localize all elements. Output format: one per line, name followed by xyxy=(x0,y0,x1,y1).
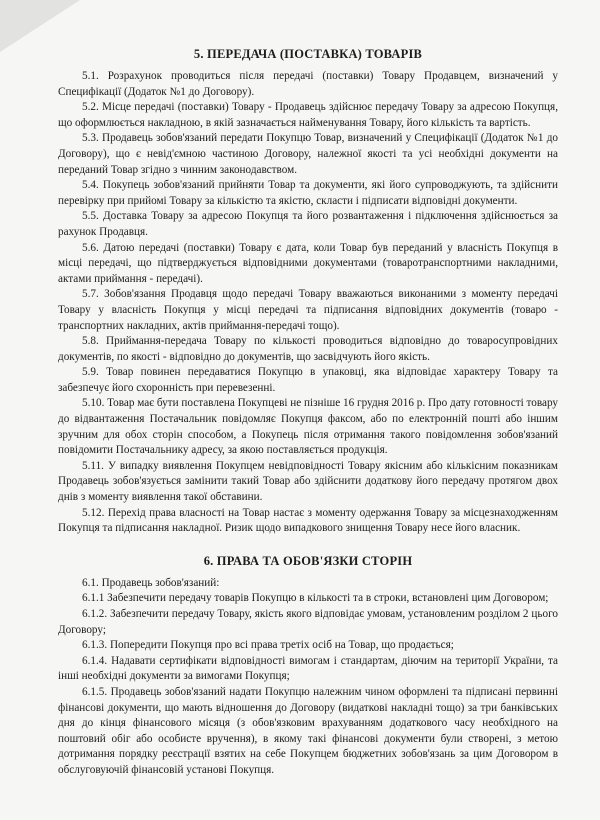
paragraph-5-1: 5.1. Розрахунок проводиться після передачі (поставки) Товару Продавцем, визначений у Специфікації (Додаток №1 до Договору). xyxy=(58,70,558,98)
paragraph-6-1: 6.1. Продавець зобов'язаний: xyxy=(82,576,220,589)
paragraph-6-1-3: 6.1.3. Попередити Покупця про всі права третіх осіб на Товар, що продається; xyxy=(82,639,454,652)
paragraph-6-1-4: 6.1.4. Надавати сертифікати відповідності вимогам і стандартам, діючим на території України, та інші необхідні документи за вимогами Покупця; xyxy=(58,654,558,683)
section-5-paragraphs xyxy=(58,69,558,537)
paragraph-5-7: 5.7. Зобов'язання Продавця щодо передачі Товару вважаються виконаними з моменту передачі Товару у власність Покупця у місці передачі та підписання відповідних документів (товаро - транспортних накладних, актів приймання-передачі тощо). xyxy=(58,288,558,332)
section-5-title: 5. ПЕРЕДАЧА (ПОСТАВКА) ТОВАРІВ xyxy=(193,47,423,61)
paragraph-5-5: 5.5. Доставка Товару за адресою Покупця та його розвантаження і підключення здійснюється за рахунок Продавця. xyxy=(58,210,558,238)
folded-corner xyxy=(0,0,80,52)
paragraph-5-6: 5.6. Датою передачі (поставки) Товару є дата, коли Товар був переданий у власність Покупця в місці передачі, що підтверджується відповідними документами (товаротранспортними накладними, актами приймання - передачі). xyxy=(58,241,558,285)
paragraph-5-12: 5.12. Перехід права власності на Товар настає з моменту одержання Товару за місцезнаходженням Покупця та підписання накладної. Ризик щодо випадкового знищення Товару несе його власник. xyxy=(58,506,558,535)
paragraph-6-1-1: 6.1.1 Забезпечити передачу товарів Покупцю в кількості та в строки, встановлені цим Договором; xyxy=(82,592,549,605)
paragraph-6-1-5: 6.1.5. Продавець зобов'язаний надати Покупцю належним чином оформлені та підписані первинні фінансові документи, що мають відношення до Договору (видаткові накладні тощо) за три банківських дня до кінця фінансового місяця (з обов'язковим врахуванням додаткового часу необхідного на поштовий обіг або особисте вручення), в якому такі фінансові документи були створені, з метою дотримання порядку реєстрації взятих на себе Покупцем бюджетних зобов'язань за цим Договором в обслуговуючій фінансовій установі Покупця. xyxy=(58,685,558,776)
document-body xyxy=(58,47,558,779)
section-6-title: 6. ПРАВА ТА ОБОВ'ЯЗКИ СТОРІН xyxy=(203,553,413,568)
paragraph-5-3: 5.3. Продавець зобов'язаний передати Покупцю Товар, визначений у Специфікації (Додаток №1 до Договору), що є невід'ємною частиною Договору, належної якості та усі необхідні документи на переданий Товар згідно з чинним законодавством. xyxy=(58,132,558,176)
paragraph-5-9: 5.9. Товар повинен передаватися Покупцю в упаковці, яка відповідає характеру Товару та забезпечує його схоронність при перевезенні. xyxy=(58,366,558,394)
paragraph-5-10: 5.10. Товар має бути поставлена Покупцеві не пізніше 16 грудня 2016 р. Про дату готовності товару до відвантаження Постачальник повідомляє Покупця факсом, або по електронній пошті або іншим зручним для обох сторін способом, а Покупець після отримання такого повідомлення зобов'язаний повідомити Постачальнику адресу, за якою поставляється продукція. xyxy=(58,397,558,457)
paragraph-5-4: 5.4. Покупець зобов'язаний прийняти Товар та документи, які його супроводжують, та здійснити перевірку при прийомі Товару за кількістю та якістю, скласти і підписати відповідні документи. xyxy=(58,179,558,207)
paragraph-5-11: 5.11. У випадку виявлення Покупцем невідповідності Товару якісним або кількісним показникам Продавець зобов'язується замінити такий Товар або здійснити додаткову його передачу протягом двох днів з моменту виявлення такої обставини. xyxy=(58,459,558,504)
section-6-paragraphs xyxy=(58,576,558,779)
paragraph-6-1-2: 6.1.2. Забезпечити передачу Товару, якість якого відповідає умовам, установленим розділом 2 цього Договору; xyxy=(58,608,558,636)
paragraph-5-2: 5.2. Місце передачі (поставки) Товару - Продавець здійснює передачу Товару за адресою Покупця, що оформлюється накладною, в якій зазначається найменування Товару, його кількість та вартість. xyxy=(58,101,558,129)
paragraph-5-8: 5.8. Приймання-передача Товару по кількості проводиться відповідно до товаросупровідних документів, по якості - відповідно до документів, що засвідчують його якість. xyxy=(58,335,558,363)
